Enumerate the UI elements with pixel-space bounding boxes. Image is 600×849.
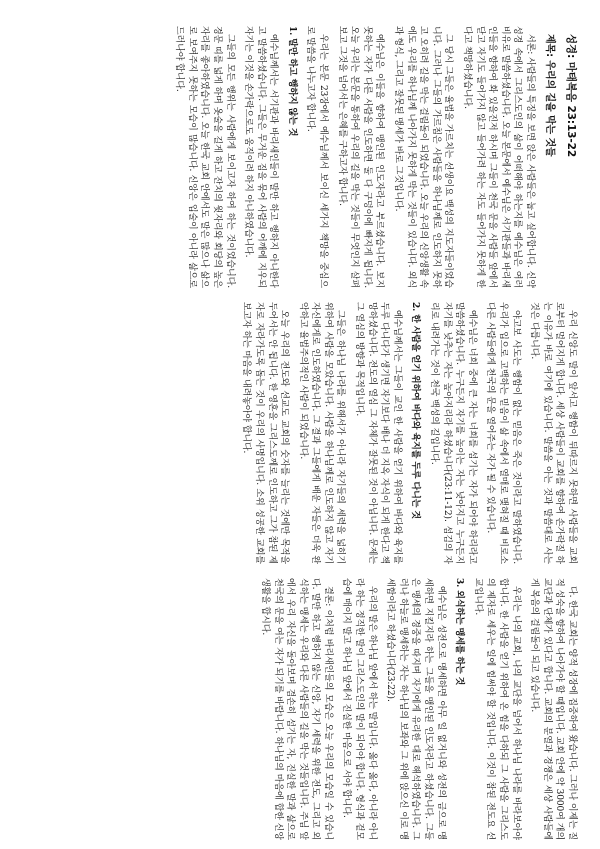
sermon-scripture-title: 성경: 마태복음 23:13-22 xyxy=(565,34,577,158)
paragraph: 서론: 사람들의 특징을 보면 앉은 사람들은 눕고 싶어합니다. 신약 성경 속에서 그리스도인의 삶이 어떠해야 하는지를 예수님은 여러 비유로 말씀하셨습니다. 오늘 본문에서 예수님은 서기관들과 바리새인들을 향하여 화 있을진저 하시며 그들이 천국 문을 사람들 앞에서 닫고 자기도 들어가지 않고 들어가려 하는 자도 들어가지 못하게 한다고 책망하셨습니다. xyxy=(462,26,535,288)
paragraph: 우리의 말은 하나님 앞에서 하는 말입니다. 옳다 옳다, 아니라 아니라 하는 정직한 말이 그리스도인의 말이 되어야 합니다. 형식과 겉모습에 매이지 말고 하나님 앞에서 진실한 마음으로 서야 합니다. xyxy=(341,578,377,840)
column-3 xyxy=(252,578,578,840)
column-2 xyxy=(234,302,578,564)
paragraph: 예수님께서는 서기관과 바리새인들이 말만 하고 행하지 아니한다고 말씀하셨습니다. 그들은 무거운 짐을 묶어 사람의 어깨에 지우되 자기는 이것을 손가락으로도 움직이려 하지 아니하였습니다. xyxy=(243,26,279,288)
paragraph: 우리 신앙도 말이 앞서고 행함이 뒤따르지 못하면 사람들을 교회로부터 멀어지게 합니다. 세상 사람들이 교회를 향하여 손가락질 하는 이유가 바로 여기에 있습니다. 말씀을 아는 것과 말씀대로 사는 것은 다릅니다. xyxy=(529,302,577,564)
paragraph: 예수님께서는 그들이 교인 한 사람을 얻기 위하여 바다와 육지를 두루 다니다가 생기면 자기보다 배나 더 지옥 자식이 되게 한다고 책망하셨습니다. 전도의 열심 그 자체가 잘못된 것이 아닙니다. 문제는 그 열심의 방향과 목적입니다. xyxy=(354,302,402,564)
paragraph: 오늘 우리의 전도와 선교도 교회의 숫자를 늘리는 것에만 목적을 두어서는 안 됩니다. 한 영혼을 그리스도께로 인도하고 그가 참된 제자로 자라가도록 돕는 것이 우리의 사명입니다. 소위 성공한 교회를 보고자 하는 마음을 내려놓아야 합니다. xyxy=(241,302,290,564)
paragraph: 예수님은 이들을 향하여 맹인된 인도자라고 부르셨습니다. 보지 못하는 자가 다른 사람을 인도하면 둘 다 구덩이에 빠지게 됩니다. 오늘 우리는 본문을 통하여 우리의 길을 막는 것들이 무엇인지 살펴보고 그것을 넘어서는 은혜를 구하고자 합니다. xyxy=(336,26,385,288)
paragraph: 예수님은 너희 중에 큰 자는 너희를 섬기는 자가 되어야 하리라고 말씀하셨습니다. 누구든지 자기를 높이는 자는 낮아지고 누구든지 자기를 낮추는 자는 높아지리라 하셨습니다(23:11-12). 섬김의 자리로 내려가는 것이 천국 백성의 길입니다. xyxy=(429,302,477,564)
paragraph: 야고보 사도는 행함이 없는 믿음은 죽은 것이라고 말하였습니다. 우리가 입으로 고백하는 믿음이 삶 속에서 열매로 맺혀질 때 비로소 다른 사람들에게 천국의 문을 열어주는 자가 될 수 있습니다. xyxy=(485,302,521,564)
paragraph: 우리는 나의 교회, 나의 교단을 넘어서 하나님 나라를 바라보아야 합니다. 한 사람을 얻기 위하여 온 힘을 다하되 그 사람을 그리스도의 제자로 세우는 일에 힘써야 할 것입니다. 이것이 참된 전도요 선교입니다. xyxy=(472,578,521,840)
section-heading-2: 2. 한 사람을 얻기 위하여 바다와 육지를 두루 다니는 것 xyxy=(410,302,421,519)
paragraph: 그 당시 그들은 율법을 가르치는 선생이요 백성의 지도자들이었습니다. 그러나 그들의 가르침은 사람들을 하나님께로 인도하지 못하고 오히려 길을 막는 걸림돌이 되었습니다. 오늘 우리의 신앙생활 속에도 우리를 하나님께 나아가지 못하게 막는 것들이 있습니다. 외식과 형식, 그리고 잘못된 맹세가 바로 그것입니다. xyxy=(393,26,454,288)
sermon-subtitle: 제목: 우리의 길을 막는 것들 xyxy=(544,34,555,157)
paragraph: 다. 한국 교회는 양적 성장에 집중하여 왔습니다. 그러나 이제는 질적 성숙을 향하여 나아가야 할 때입니다. 교회 안에 약 3000여 개의 교단과 단체가 있다고 합니다. 교회의 분열과 경쟁은 세상 사람들에게 복음의 걸림돌이 되고 있습니다. xyxy=(529,578,577,840)
section-heading-3: 3. 외식하는 맹세를 하는 것 xyxy=(454,578,465,686)
paragraph: 그들의 모든 행위는 사람에게 보이고자 하여 하는 것이었습니다. 경문 띠를 넓게 하며 옷술을 길게 하고 잔치의 윗자리와 회당의 높은 자리를 좋아하였습니다. 오늘 한국 교회 안에서도 말은 많으나 삶으로 보여주지 못하는 모습이 많습니다. 신앙은 입술이 아니라 삶으로 드러나야 합니다. xyxy=(174,26,235,288)
paragraph: 예수님은 성전으로 맹세하면 아무 일 없거니와 성전의 금으로 맹세하면 지킬지라 하는 그들을 맹인된 인도자라고 하셨습니다. 그들은 맹세의 경중을 따지며 자기에게 유리한 대로 해석하였습니다. 그러나 하늘로 맹세하는 자는 하나님의 보좌와 그 위에 앉으신 이로 맹세함이라고 하셨습니다(23:22). xyxy=(385,578,446,840)
paragraph: 그들은 하나님 나라를 위해서가 아니라 자기들의 세력을 넓히기 위하여 사람을 모았습니다. 사람을 하나님께로 인도하지 않고 자기 자신에게로 인도하였습니다. 그 결과 그들에게 배운 자들은 더욱 완악하고 율법주의적인 사람이 되었습니다. xyxy=(297,302,346,564)
paragraph: 우리는 본문 23장에서 예수님께서 보이신 세가지 책망을 중심으로 말씀을 나누고자 합니다. xyxy=(305,26,329,288)
conclusion: 결론: 이처럼 바리새인들의 모습은 오늘 우리의 모습일 수 있습니다. 말만 하고 행하지 않는 신앙, 자기 세력을 위한 전도, 그리고 외식하는 맹세는 우리와 다른 사람들의 길을 막는 것들입니다. 주님 앞에서 우리 자신을 돌아보며 겸손히 섬기는 자, 진실한 말과 삶으로 천국의 문을 여는 자가 되기를 바랍니다. 하나님의 마음에 합한 신앙생활을 합시다. xyxy=(259,578,333,840)
column-1 xyxy=(167,26,578,288)
section-heading-1: 1. 말만 하고 행하지 않는 것 xyxy=(286,26,297,137)
